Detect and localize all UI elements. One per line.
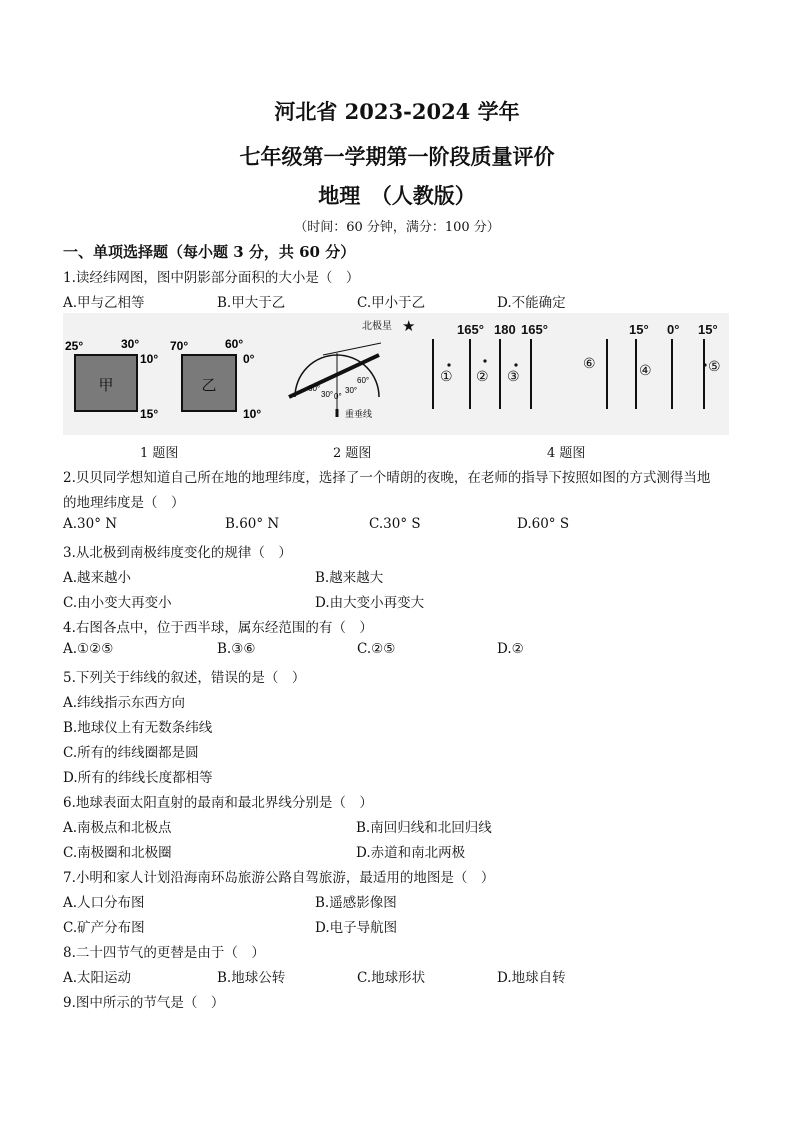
point-3: ③ [507, 368, 520, 384]
point-dot [447, 363, 450, 366]
q4-option-a: A.①②⑤ [63, 641, 114, 657]
meridian-label-0: 0° [667, 322, 680, 337]
q2-option-b: B.60° N [225, 516, 280, 532]
point-dot [703, 363, 706, 366]
meridian-label-180: 180 [494, 322, 516, 337]
point-2: ② [476, 368, 489, 384]
yi-top-latitude: 0° [243, 352, 255, 366]
point-dot [514, 363, 517, 366]
yi-top-right-longitude: 60° [225, 337, 244, 351]
q8-option-d: D.地球自转 [497, 970, 566, 986]
q5-option-b: B.地球仪上有无数条纬线 [63, 720, 213, 736]
figures-strip [63, 313, 729, 435]
q4-option-c: C.②⑤ [357, 641, 396, 657]
question-4-stem: 4.右图各点中，位于西半球，属东经范围的有（ ） [63, 620, 373, 636]
question-9-stem: 9.图中所示的节气是（ ） [63, 995, 225, 1011]
figure-2-caption: 2 题图 [333, 446, 372, 461]
q1-option-b: B.甲大于乙 [217, 295, 286, 311]
q6-option-a: A.南极点和北极点 [63, 820, 172, 836]
q2-option-c: C.30° S [369, 516, 421, 532]
q8-option-a: A.太阳运动 [63, 970, 132, 986]
yi-bottom-latitude: 10° [243, 407, 262, 421]
question-1-stem: 1.读经纬网图，图中阴影部分面积的大小是（ ） [63, 270, 360, 286]
question-2-stem-line2: 的地理纬度是（ ） [63, 495, 185, 511]
meridian-label-15-right: 15° [698, 322, 718, 337]
q1-option-d: D.不能确定 [497, 295, 566, 311]
jia-bottom-latitude: 15° [140, 407, 159, 421]
question-8-stem: 8.二十四节气的更替是由于（ ） [63, 945, 265, 961]
angle-60-right: 60° [357, 376, 370, 385]
q3-option-b: B.越来越大 [315, 570, 384, 586]
angle-30-right: 30° [345, 386, 358, 395]
point-6: ⑥ [583, 355, 596, 371]
question-6-stem: 6.地球表面太阳直射的最南和最北界线分别是（ ） [63, 795, 373, 811]
jia-top-left-longitude: 25° [65, 339, 84, 353]
q5-option-d: D.所有的纬线长度都相等 [63, 770, 213, 786]
angle-30-left: 30° [321, 390, 334, 399]
point-dot [483, 359, 486, 362]
label-jia: 甲 [98, 377, 114, 394]
exam-title-line1: 河北省 2023-2024 学年 [274, 99, 520, 124]
q6-option-c: C.南极圈和北极圈 [63, 845, 172, 861]
plumb-line-label: 重垂线 [345, 409, 373, 419]
q6-option-b: B.南回归线和北回归线 [356, 820, 492, 836]
meridian-label-165-right: 165° [521, 322, 548, 337]
question-5-stem: 5.下列关于纬线的叙述，错误的是（ ） [63, 670, 306, 686]
q3-option-c: C.由小变大再变小 [63, 595, 172, 611]
point-1: ① [440, 368, 453, 384]
q4-option-b: B.③⑥ [217, 641, 256, 657]
angle-60-left: 60° [308, 384, 321, 393]
meridian-label-165-left: 165° [457, 322, 484, 337]
q5-option-a: A.纬线指示东西方向 [63, 695, 186, 711]
q5-option-c: C.所有的纬线圈都是圆 [63, 745, 199, 761]
meridian-label-15-left: 15° [629, 322, 649, 337]
question-3-stem: 3.从北极到南极纬度变化的规律（ ） [63, 545, 292, 561]
exam-subject-title: 地理 （人教版） [318, 183, 476, 208]
q8-option-c: C.地球形状 [357, 970, 426, 986]
question-7-stem: 7.小明和家人计划沿海南环岛旅游公路自驾旅游，最适用的地图是（ ） [63, 870, 495, 886]
label-yi: 乙 [201, 377, 217, 394]
q7-option-d: D.电子导航图 [315, 920, 398, 936]
point-5: ⑤ [708, 358, 721, 374]
figure-4-caption: 4 题图 [547, 446, 586, 461]
q1-option-c: C.甲小于乙 [357, 295, 426, 311]
jia-top-latitude: 10° [140, 352, 159, 366]
exam-meta: （时间：60 分钟，满分：100 分） [294, 220, 500, 235]
q4-option-d: D.② [497, 641, 524, 657]
q6-option-d: D.赤道和南北两极 [356, 845, 466, 861]
figure-1-caption: 1 题图 [140, 446, 179, 461]
star-icon: ★ [402, 318, 416, 335]
q1-option-a: A.甲与乙相等 [63, 295, 145, 311]
q7-option-c: C.矿产分布图 [63, 920, 145, 936]
q3-option-d: D.由大变小再变大 [315, 595, 425, 611]
q2-option-d: D.60° S [517, 516, 570, 532]
angle-0: 0° [334, 392, 342, 401]
q8-option-b: B.地球公转 [217, 970, 286, 986]
point-4: ④ [639, 362, 652, 378]
q2-option-a: A.30° N [63, 516, 118, 532]
yi-top-left-longitude: 70° [170, 339, 189, 353]
q7-option-b: B.遥感影像图 [315, 895, 397, 911]
exam-title-line2: 七年级第一学期第一阶段质量评价 [239, 144, 555, 169]
polaris-label: 北极星 [362, 321, 392, 332]
q7-option-a: A.人口分布图 [63, 895, 145, 911]
jia-top-right-longitude: 30° [121, 337, 140, 351]
question-2-stem-line1: 2.贝贝同学想知道自己所在地的地理纬度，选择了一个晴朗的夜晚，在老师的指导下按照如图的方式测得当地 [63, 470, 711, 486]
section-heading: 一、单项选择题（每小题 3 分，共 60 分） [63, 243, 356, 261]
q3-option-a: A.越来越小 [63, 570, 132, 586]
